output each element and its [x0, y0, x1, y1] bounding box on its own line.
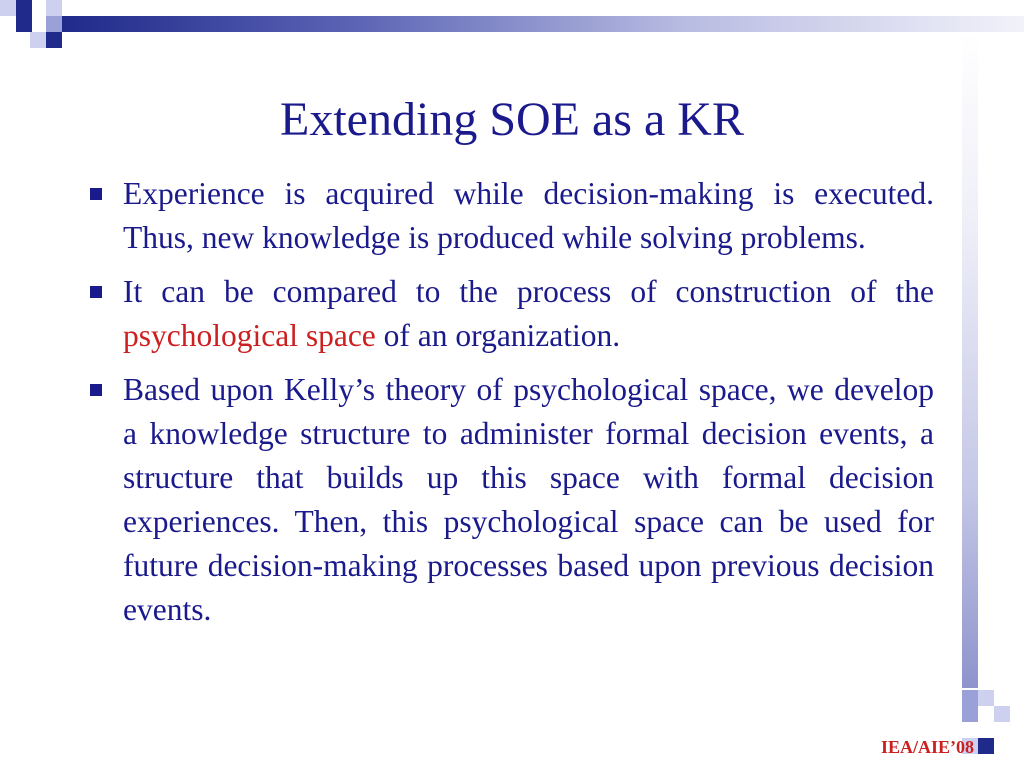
bullet-text: Experience is acquired while decision-making is executed. Thus, new knowledge is produced while solving problems.	[123, 176, 934, 255]
footer-label: IEA/AIE’08	[880, 737, 974, 757]
decor-square	[46, 16, 62, 32]
decor-square	[46, 0, 62, 16]
decor-square	[16, 16, 32, 32]
decor-square	[46, 32, 62, 48]
bullet-text: Based upon Kelly’s theory of psychological space, we develop a knowledge structure to administer formal decision events, a structure that builds up this space with formal decision experiences. Then, this psychological space can be used for future decision-making processes based upon previous decision events.	[123, 372, 934, 627]
decor-square	[978, 690, 994, 706]
decor-square	[962, 706, 978, 722]
square-bullet-icon	[90, 188, 102, 200]
square-bullet-icon	[90, 384, 102, 396]
highlighted-term: psychological space	[123, 318, 376, 353]
bullet-item	[86, 172, 934, 260]
bullet-item	[86, 270, 934, 358]
bullet-item	[86, 368, 934, 632]
top-decor-band	[62, 16, 1024, 32]
decor-square	[962, 690, 978, 706]
decor-square	[0, 0, 16, 16]
slide-title: Extending SOE as a KR	[280, 93, 744, 146]
decor-square	[978, 738, 994, 754]
decor-square	[16, 0, 32, 16]
bullet-text-before: It can be compared to the process of construction of the	[123, 274, 934, 309]
bullet-list	[86, 172, 934, 642]
decor-square	[30, 32, 46, 48]
bullet-text-after: of an organization.	[375, 318, 621, 353]
decor-square	[994, 706, 1010, 722]
square-bullet-icon	[90, 286, 102, 298]
